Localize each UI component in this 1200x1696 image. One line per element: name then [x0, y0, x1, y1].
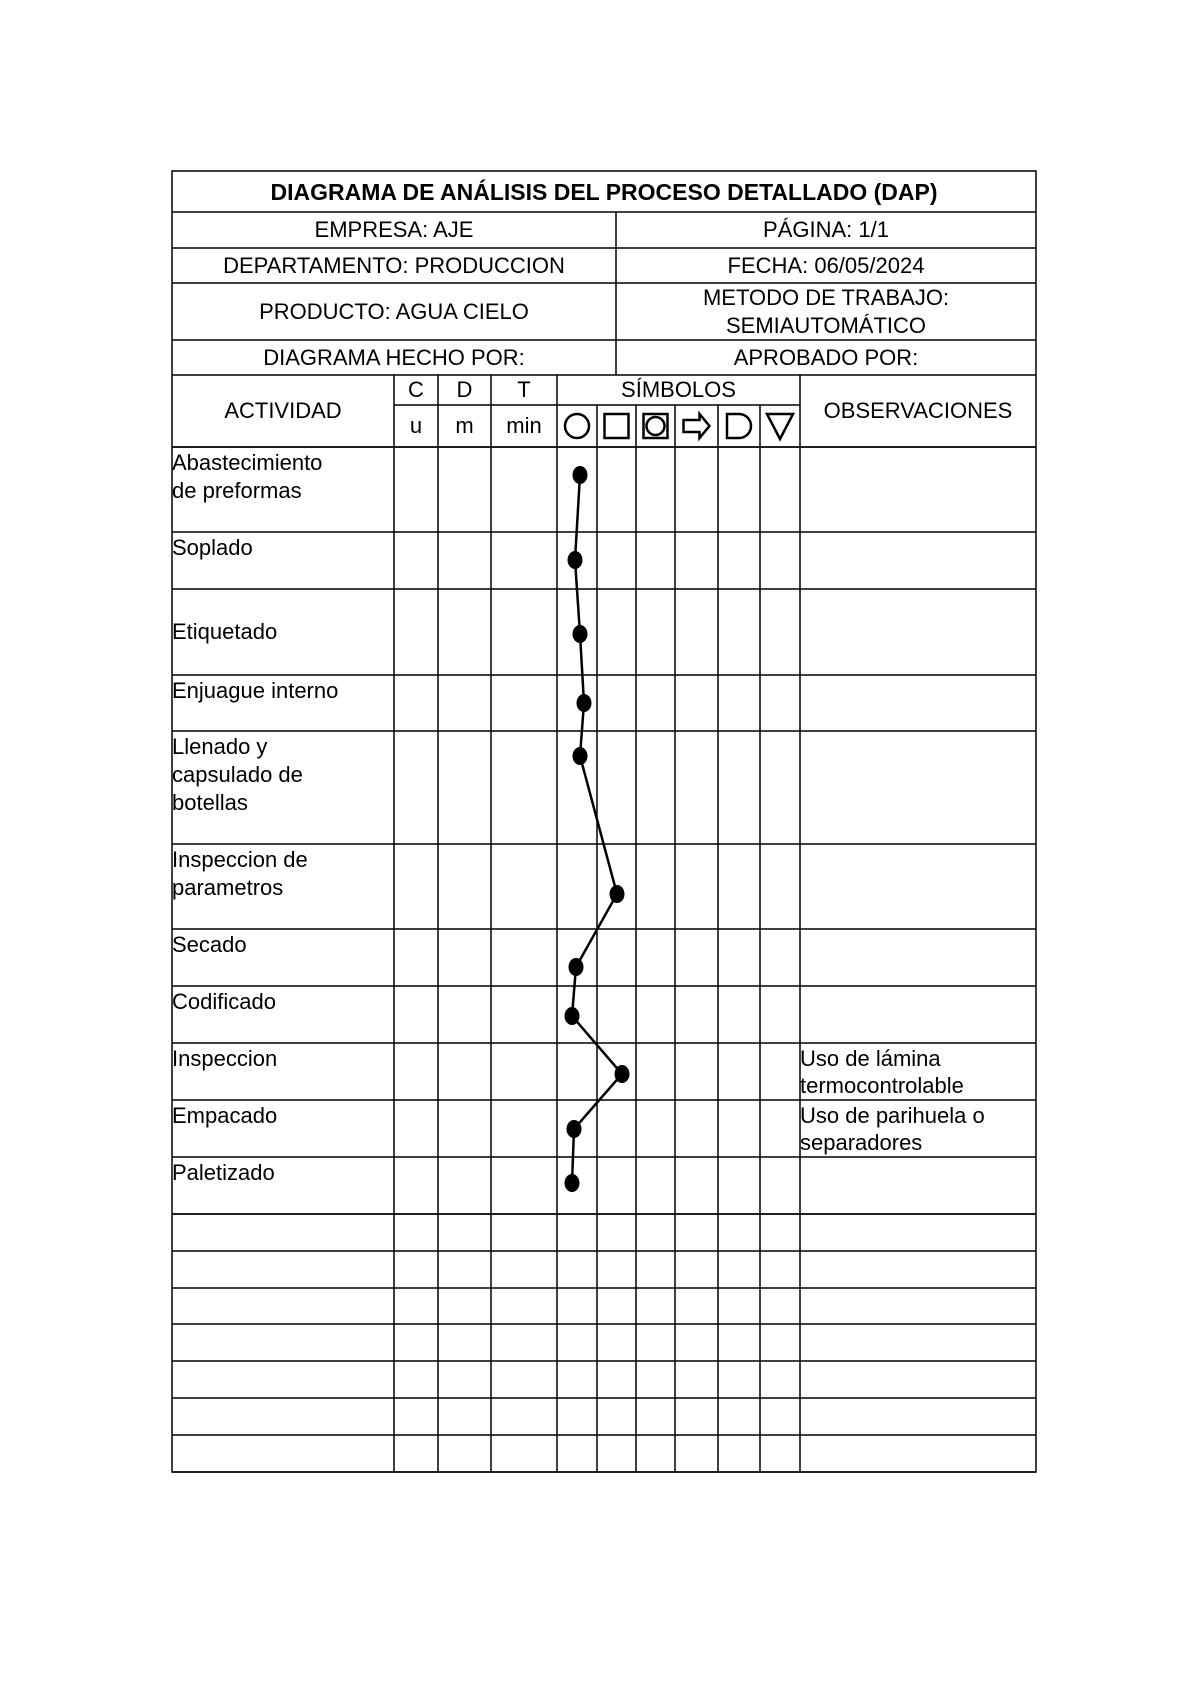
simbolos-header: SÍMBOLOS	[621, 377, 736, 402]
activity-label	[172, 929, 394, 986]
observaciones-header: OBSERVACIONES	[823, 398, 1013, 423]
activity-label	[172, 447, 394, 532]
activity-label-line: Codificado	[172, 989, 276, 1014]
pagina-field: PÁGINA: 1/1	[763, 217, 889, 242]
d-unit: m	[455, 413, 474, 438]
producto-field: PRODUCTO: AGUA CIELO	[259, 298, 529, 324]
c-header: C	[408, 377, 424, 402]
observation-line: Uso de lámina	[800, 1046, 941, 1071]
activity-label-line: Secado	[172, 932, 247, 957]
process-point	[573, 466, 588, 484]
activity-label	[172, 1100, 394, 1157]
aprobado-por-field: APROBADO POR:	[733, 344, 919, 370]
activity-label	[172, 532, 394, 589]
activity-label	[172, 675, 394, 731]
activity-label	[172, 986, 394, 1043]
observation-text	[800, 1043, 1036, 1100]
activity-label-line: Inspeccion de	[172, 847, 308, 872]
process-point	[569, 958, 584, 976]
document-title: DIAGRAMA DE ANÁLISIS DEL PROCESO DETALLADO (DAP)	[270, 178, 938, 205]
c-unit: u	[409, 413, 423, 438]
fecha-field: FECHA: 06/05/2024	[727, 252, 925, 278]
activity-label-line: parametros	[172, 875, 284, 900]
departamento-field: DEPARTAMENTO: PRODUCCION	[223, 252, 565, 278]
activity-label-line: Abastecimiento	[172, 450, 323, 475]
actividad-header: ACTIVIDAD	[224, 398, 342, 423]
activity-label-line: botellas	[172, 790, 248, 815]
process-point	[565, 1174, 580, 1192]
activity-label	[172, 1043, 394, 1100]
activity-label-line: Etiquetado	[172, 619, 278, 644]
process-point	[610, 885, 625, 903]
transport-icon	[684, 414, 710, 438]
observation-line: termocontrolable	[800, 1073, 964, 1098]
activity-label	[172, 589, 394, 675]
metodo-value: SEMIAUTOMÁTICO	[725, 312, 927, 338]
operation-icon	[565, 414, 589, 438]
observation-line: Uso de parihuela o	[800, 1103, 985, 1128]
activity-label-line: Inspeccion	[172, 1046, 278, 1071]
activity-label-line: Llenado y	[172, 734, 268, 759]
activity-label-line: Paletizado	[172, 1160, 275, 1185]
inspection-icon	[605, 414, 629, 438]
d-header: D	[456, 377, 473, 402]
combined-operation-icon	[644, 414, 668, 438]
activity-label-line: capsulado de	[172, 762, 303, 787]
metodo-field	[616, 283, 1036, 340]
activity-label-line: de preformas	[172, 478, 302, 503]
process-point	[615, 1065, 630, 1083]
activity-label	[172, 731, 394, 844]
process-point	[568, 551, 583, 569]
empresa-field: EMPRESA: AJE	[314, 217, 474, 242]
activity-label-line: Soplado	[172, 535, 253, 560]
process-point	[573, 747, 588, 765]
t-header: T	[517, 377, 531, 402]
hecho-por-field: DIAGRAMA HECHO POR:	[263, 344, 525, 370]
activity-label-line: Enjuague interno	[172, 678, 339, 703]
observation-text	[800, 1100, 1036, 1157]
delay-icon	[727, 414, 751, 438]
activity-label	[172, 1157, 394, 1214]
process-point	[567, 1120, 582, 1138]
process-point	[565, 1007, 580, 1025]
process-point	[573, 625, 588, 643]
metodo-label: METODO DE TRABAJO:	[702, 284, 950, 310]
storage-icon	[767, 414, 793, 439]
activity-label-line: Empacado	[172, 1103, 278, 1128]
activity-label	[172, 844, 394, 929]
observation-line: separadores	[800, 1130, 923, 1155]
process-point	[577, 694, 592, 712]
t-unit: min	[506, 413, 542, 438]
